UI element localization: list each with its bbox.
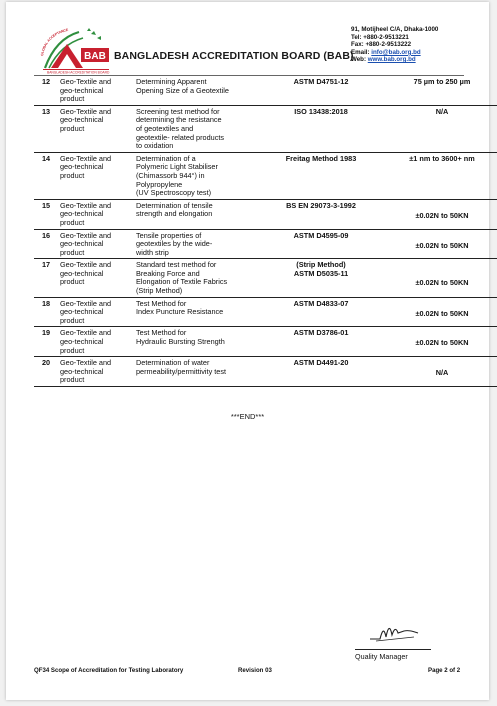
row-number: 20	[34, 357, 58, 387]
table-row	[34, 152, 497, 199]
row-number: 14	[34, 152, 58, 199]
test-line: Polypropylene	[136, 179, 183, 189]
table-row	[34, 357, 497, 387]
test-line: Elongation of Textile Fabrics	[136, 277, 228, 287]
product-line: product	[60, 123, 85, 133]
test-line: Determination of water	[136, 358, 210, 368]
test-line: (Strip Method)	[136, 286, 183, 296]
product-line: geo-technical	[60, 239, 104, 249]
test-line: geotextile- related products	[136, 132, 225, 142]
test-line: width strip	[136, 247, 169, 257]
table-row	[34, 297, 497, 327]
test-line: Standard test method for	[136, 260, 217, 270]
range-value: 75 µm to 250 µm	[413, 77, 471, 86]
test-cell	[134, 327, 258, 357]
product-line: product	[60, 217, 85, 227]
test-line: of geotextiles and	[136, 123, 194, 133]
product-line: Geo-Textile and	[60, 106, 112, 116]
method-line: (Strip Method)	[296, 260, 346, 270]
test-line: Tensile properties of	[136, 230, 202, 240]
method-cell	[258, 199, 384, 229]
test-line: Opening Size of a Geotextile	[136, 85, 229, 95]
method-line: ASTM D4751-12	[293, 77, 349, 86]
product-cell	[58, 357, 134, 387]
test-line: (UV Spectroscopy test)	[136, 188, 212, 198]
product-cell	[58, 259, 134, 297]
range-cell	[384, 152, 497, 199]
product-line: Geo-Textile and	[60, 298, 112, 308]
org-name: BANGLADESH ACCREDITATION BOARD (BAB)	[114, 50, 354, 62]
table-row	[34, 76, 497, 105]
test-cell	[134, 199, 258, 229]
range-cell	[384, 259, 497, 297]
document-page	[6, 2, 489, 700]
range-value: ±0.02N to 50KN	[415, 308, 469, 318]
fax: Fax: +880-2-9513222	[351, 41, 412, 49]
test-line: strength and elongation	[136, 209, 213, 219]
table-row	[34, 327, 497, 357]
range-value: ±0.02N to 50KN	[415, 240, 469, 250]
scope-table-body	[34, 76, 497, 387]
row-number: 18	[34, 297, 58, 327]
test-line: (Chimassorb 944°) in	[136, 170, 205, 180]
email-label: Email:	[351, 48, 372, 56]
range-cell	[384, 229, 497, 259]
product-line: product	[60, 315, 85, 325]
contact-block	[351, 26, 438, 64]
product-line: geo-technical	[60, 337, 104, 347]
row-number: 17	[34, 259, 58, 297]
end-marker: ***END***	[230, 412, 265, 421]
svg-text:BAB: BAB	[84, 51, 106, 62]
method-cell	[258, 76, 384, 105]
test-line: Test Method for	[136, 328, 187, 338]
range-cell	[384, 327, 497, 357]
row-number: 19	[34, 327, 58, 357]
test-line: Screening test method for	[136, 106, 220, 116]
method-line: BS EN 29073-3-1992	[286, 200, 356, 210]
test-line: to oxidation	[136, 141, 174, 151]
product-line: Geo-Textile and	[60, 200, 112, 210]
product-line: geo-technical	[60, 162, 104, 172]
range-cell	[384, 199, 497, 229]
test-cell	[134, 259, 258, 297]
product-line: geo-technical	[60, 115, 104, 125]
row-number: 15	[34, 199, 58, 229]
row-number: 13	[34, 105, 58, 152]
test-cell	[134, 229, 258, 259]
range-cell	[384, 297, 497, 327]
test-line: Determination of a	[136, 153, 196, 163]
test-cell	[134, 152, 258, 199]
method-line: ASTM D3786-01	[293, 328, 349, 338]
test-cell	[134, 105, 258, 152]
test-cell	[134, 297, 258, 327]
method-cell	[258, 357, 384, 387]
product-line: Geo-Textile and	[60, 77, 112, 86]
email-link[interactable]: info@bab.org.bd	[371, 48, 421, 56]
method-cell	[258, 105, 384, 152]
footer-revision: Revision 03	[238, 667, 272, 674]
range-value: N/A	[435, 106, 449, 116]
range-value: ±0.02N to 50KN	[415, 210, 469, 220]
range-value: ±0.02N to 50KN	[415, 278, 469, 288]
footer-form-title: QF34 Scope of Accreditation for Testing Laboratory	[34, 667, 184, 674]
range-cell	[384, 76, 497, 105]
signature-image	[368, 619, 420, 643]
method-cell	[258, 297, 384, 327]
range-cell	[384, 357, 497, 387]
product-line: geo-technical	[60, 85, 104, 95]
tel: Tel: +880-2-9513221	[351, 33, 409, 41]
quality-manager-label: Quality Manager	[355, 652, 408, 661]
product-cell	[58, 327, 134, 357]
test-line: Determination of tensile	[136, 200, 213, 210]
test-line: Test Method for	[136, 298, 187, 308]
product-line: geo-technical	[60, 268, 104, 278]
product-line: Geo-Textile and	[60, 328, 112, 338]
product-line: Geo-Textile and	[60, 260, 112, 270]
method-line: ASTM D4595-09	[293, 230, 349, 240]
test-line: Index Puncture Resistance	[136, 307, 224, 317]
web-line	[351, 56, 438, 64]
table-row	[34, 105, 497, 152]
method-line: ASTM D4491-20	[293, 358, 349, 368]
svg-text:GLOBAL ACCEPTANCE: GLOBAL ACCEPTANCE	[40, 28, 69, 57]
test-line: determining the resistance	[136, 115, 222, 125]
product-line: geo-technical	[60, 366, 104, 376]
method-line: ASTM D4833-07	[293, 298, 349, 308]
product-line: Geo-Textile and	[60, 153, 112, 163]
footer-page-number: Page 2 of 2	[428, 667, 461, 674]
test-cell	[134, 357, 258, 387]
test-line: Hydraulic Bursting Strength	[136, 337, 225, 347]
signature-line	[355, 649, 431, 650]
test-line: Breaking Force and	[136, 268, 200, 278]
method-line: Freitag Method 1983	[285, 153, 357, 163]
method-cell	[258, 259, 384, 297]
product-line: product	[60, 375, 85, 385]
product-line: product	[60, 94, 85, 104]
product-line: product	[60, 345, 85, 355]
test-cell	[134, 76, 258, 105]
product-line: product	[60, 170, 85, 180]
range-cell	[384, 105, 497, 152]
svg-text:BANGLADESH ACCREDITATION BOARD: BANGLADESH ACCREDITATION BOARD	[47, 70, 110, 74]
row-number: 12	[34, 76, 58, 105]
product-line: geo-technical	[60, 307, 104, 317]
email-line	[351, 49, 438, 57]
range-value: ±1 nm to 3600+ nm	[409, 153, 475, 163]
table-row	[34, 229, 497, 259]
product-cell	[58, 105, 134, 152]
web-link[interactable]: www.bab.org.bd	[367, 56, 416, 64]
test-line: Determining Apparent	[136, 77, 207, 86]
method-cell	[258, 152, 384, 199]
web-label: Web:	[351, 56, 368, 64]
test-line: Polymeric Light Stabiliser	[136, 162, 218, 172]
range-value: N/A	[435, 368, 449, 378]
product-line: Geo-Textile and	[60, 358, 112, 368]
test-line: permeability/permittivity test	[136, 366, 227, 376]
method-cell	[258, 327, 384, 357]
product-cell	[58, 76, 134, 105]
product-line: product	[60, 277, 85, 287]
product-line: product	[60, 247, 85, 257]
method-cell	[258, 229, 384, 259]
product-cell	[58, 152, 134, 199]
scope-table	[34, 76, 497, 387]
product-line: geo-technical	[60, 209, 104, 219]
table-row	[34, 199, 497, 229]
method-line: ISO 13438:2018	[294, 106, 348, 116]
row-number: 16	[34, 229, 58, 259]
product-cell	[58, 199, 134, 229]
range-value: ±0.02N to 50KN	[415, 338, 469, 348]
test-line: geotextiles by the wide-	[136, 239, 213, 249]
method-line: ASTM D5035-11	[293, 268, 349, 278]
product-cell	[58, 229, 134, 259]
product-line: Geo-Textile and	[60, 230, 112, 240]
bab-logo	[39, 28, 113, 74]
table-row	[34, 259, 497, 297]
address: 91, Motijheel C/A, Dhaka-1000	[351, 26, 439, 33]
product-cell	[58, 297, 134, 327]
